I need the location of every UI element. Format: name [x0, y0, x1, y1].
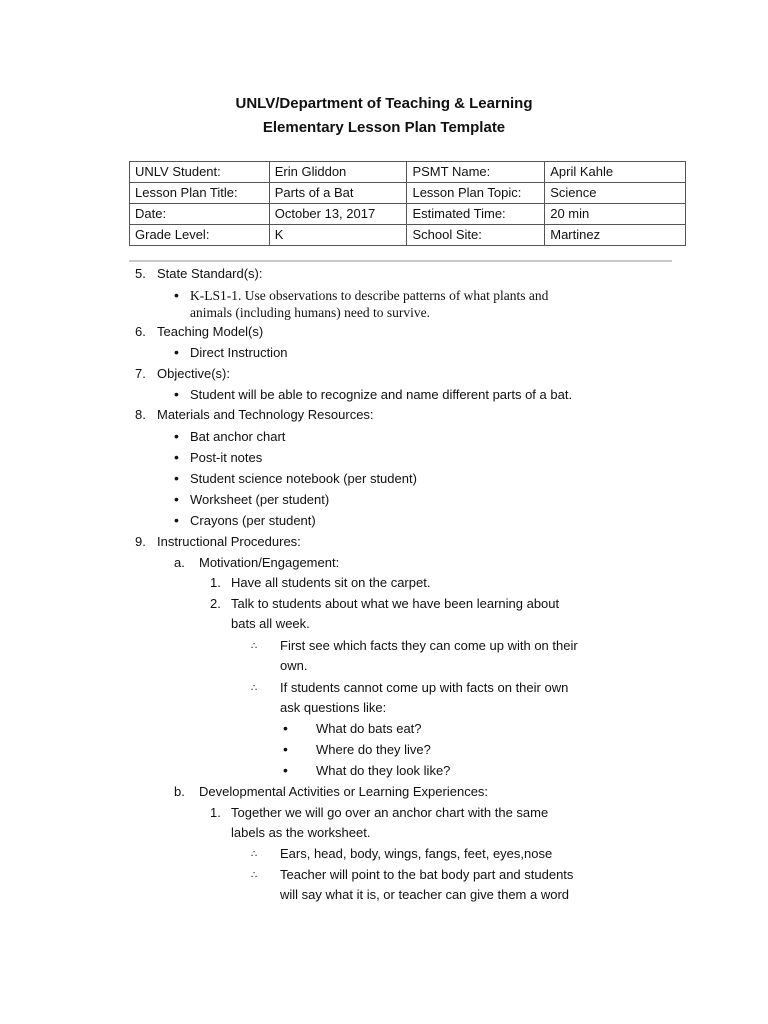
section-number: 6.: [135, 324, 146, 339]
table-cell: Lesson Plan Title:: [130, 183, 270, 204]
bullet-icon: •: [283, 720, 288, 736]
step-text: bats all week.: [231, 616, 310, 631]
bullet-icon: •: [283, 741, 288, 757]
list-item: Worksheet (per student): [190, 492, 330, 507]
bullet-icon: •: [283, 762, 288, 778]
subsection-heading-motivation: Motivation/Engagement:: [199, 555, 340, 570]
step-number: 1.: [210, 805, 221, 820]
sub-step-text: Teacher will point to the bat body part and students: [280, 867, 574, 882]
sub-step-text: will say what it is, or teacher can give them a word: [280, 887, 570, 902]
table-cell: Date:: [130, 204, 270, 225]
question-item: Where do they live?: [316, 742, 431, 757]
step-text: Together we will go over an anchor chart with the same: [231, 805, 549, 820]
table-cell: Martinez: [545, 225, 686, 246]
therefore-icon: ∴: [251, 849, 258, 860]
subsection-label: b.: [174, 784, 185, 799]
bullet-icon: •: [174, 491, 179, 507]
question-item: What do they look like?: [316, 763, 451, 778]
table-cell: Grade Level:: [130, 225, 270, 246]
table-cell: School Site:: [407, 225, 545, 246]
document-subtitle: Elementary Lesson Plan Template: [262, 119, 506, 136]
section-number: 8.: [135, 407, 146, 422]
step-number: 2.: [210, 596, 221, 611]
sub-step-text: If students cannot come up with facts on their own: [280, 680, 569, 695]
table-row: [130, 225, 686, 246]
table-row: [130, 162, 686, 183]
list-item: Direct Instruction: [190, 345, 288, 360]
table-cell: Lesson Plan Topic:: [407, 183, 545, 204]
bullet-icon: •: [174, 512, 179, 528]
standard-text: animals (including humans) need to survive.: [190, 305, 430, 320]
section-heading-teaching-model: Teaching Model(s): [157, 324, 264, 339]
bullet-icon: •: [174, 428, 179, 444]
document-title: UNLV/Department of Teaching & Learning: [235, 95, 533, 112]
therefore-icon: ∴: [251, 641, 258, 652]
bullet-icon: •: [174, 344, 179, 360]
table-cell: 20 min: [545, 204, 686, 225]
question-item: What do bats eat?: [316, 721, 422, 736]
table-cell: K: [269, 225, 407, 246]
section-number: 5.: [135, 266, 146, 281]
table-cell: April Kahle: [545, 162, 686, 183]
table-row: [130, 183, 686, 204]
section-heading-procedures: Instructional Procedures:: [157, 534, 301, 549]
section-number: 9.: [135, 534, 146, 549]
section-number: 7.: [135, 366, 146, 381]
section-heading-materials: Materials and Technology Resources:: [157, 407, 374, 422]
subsection-label: a.: [174, 555, 185, 570]
list-item: Post-it notes: [190, 450, 263, 465]
bullet-icon: •: [174, 386, 179, 402]
sub-step-text: own.: [280, 658, 308, 673]
step-text: Have all students sit on the carpet.: [231, 575, 431, 590]
table-cell: UNLV Student:: [130, 162, 270, 183]
sub-step-text: Ears, head, body, wings, fangs, feet, eyes,nose: [280, 846, 553, 861]
standard-text: K-LS1-1. Use observations to describe patterns of what plants and: [190, 288, 549, 303]
sub-step-text: ask questions like:: [280, 700, 387, 715]
list-item: Crayons (per student): [190, 513, 316, 528]
lesson-info-table: [129, 161, 686, 246]
sub-step-text: First see which facts they can come up with on their: [280, 638, 578, 653]
bullet-icon: •: [174, 470, 179, 486]
list-item: Student science notebook (per student): [190, 471, 417, 486]
step-text: labels as the worksheet.: [231, 825, 371, 840]
table-cell: Estimated Time:: [407, 204, 545, 225]
table-cell: Parts of a Bat: [269, 183, 407, 204]
table-cell: Science: [545, 183, 686, 204]
step-number: 1.: [210, 575, 221, 590]
bullet-icon: •: [174, 287, 179, 303]
bullet-icon: •: [174, 449, 179, 465]
table-cell: PSMT Name:: [407, 162, 545, 183]
subsection-heading-activities: Developmental Activities or Learning Experiences:: [199, 784, 489, 799]
section-heading-objectives: Objective(s):: [157, 366, 230, 381]
list-item: Bat anchor chart: [190, 429, 286, 444]
list-item: Student will be able to recognize and name different parts of a bat.: [190, 387, 573, 402]
table-row: [130, 204, 686, 225]
table-cell: October 13, 2017: [269, 204, 407, 225]
section-heading-standards: State Standard(s):: [157, 266, 263, 281]
therefore-icon: ∴: [251, 870, 258, 881]
therefore-icon: ∴: [251, 683, 258, 694]
table-cell: Erin Gliddon: [269, 162, 407, 183]
section-divider: [129, 260, 672, 262]
step-text: Talk to students about what we have been learning about: [231, 596, 560, 611]
